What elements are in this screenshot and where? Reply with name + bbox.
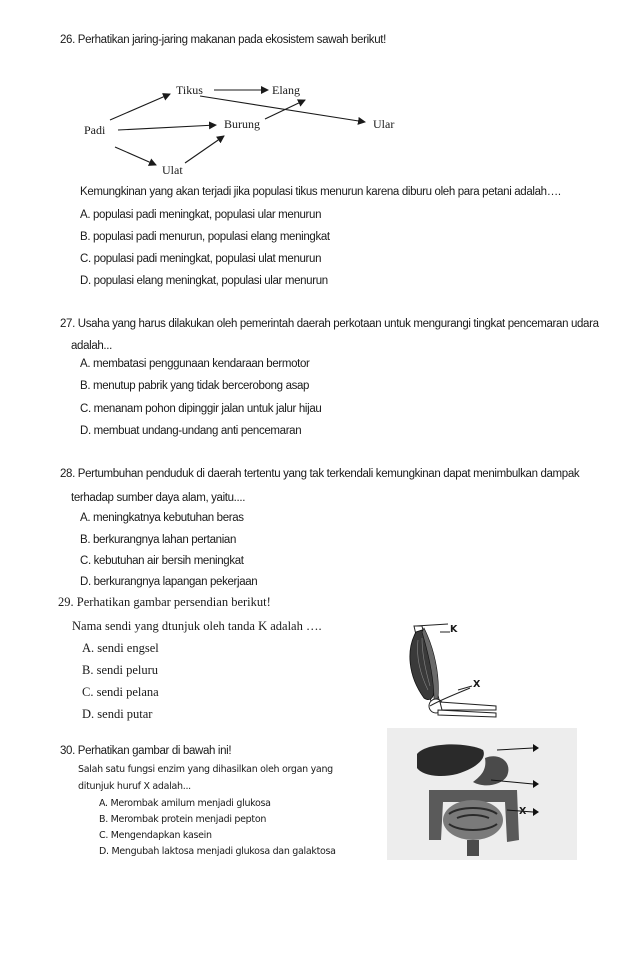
arrow-burung-elang: [265, 100, 305, 119]
q30-option-b[interactable]: B. Merombak protein menjadi pepton: [99, 814, 267, 825]
q30-prompt-cont: ditunjuk huruf X adalah...: [78, 781, 191, 792]
q27-option-a[interactable]: A. membatasi penggunaan kendaraan bermotor: [80, 358, 310, 370]
arrow-padi-tikus: [110, 94, 170, 120]
q29-option-d[interactable]: D. sendi putar: [82, 707, 153, 721]
node-ular: Ular: [373, 117, 395, 131]
q28-option-d[interactable]: D. berkurangnya lapangan pekerjaan: [80, 576, 258, 588]
figure-label-x: X: [473, 679, 481, 690]
arrow-padi-ulat: [115, 147, 156, 165]
q26-prompt: Kemungkinan yang akan terjadi jika populasi tikus menurun karena diburu oleh para petani adalah….: [80, 186, 561, 198]
elbow-joint-figure: [400, 618, 510, 723]
q26-question: 26. Perhatikan jaring-jaring makanan pada ekosistem sawah berikut!: [60, 34, 386, 46]
q30-option-a[interactable]: A. Merombak amilum menjadi glukosa: [99, 798, 271, 809]
node-ulat: Ulat: [162, 163, 183, 177]
q26-option-d[interactable]: D. populasi elang meningkat, populasi ular menurun: [80, 275, 328, 287]
q28-option-c[interactable]: C. kebutuhan air bersih meningkat: [80, 555, 244, 567]
q29-option-a[interactable]: A. sendi engsel: [82, 641, 159, 655]
q29-option-b[interactable]: B. sendi peluru: [82, 663, 159, 677]
q26-option-b[interactable]: B. populasi padi menurun, populasi elang meningkat: [80, 231, 330, 243]
node-padi: Padi: [84, 123, 106, 137]
node-burung: Burung: [224, 117, 260, 131]
digestive-system-figure: [387, 728, 577, 860]
q29-question: 29. Perhatikan gambar persendian berikut!: [58, 595, 271, 609]
q30-option-d[interactable]: D. Mengubah laktosa menjadi glukosa dan galaktosa: [99, 846, 336, 857]
q29-option-c[interactable]: C. sendi pelana: [82, 685, 159, 699]
food-web-arrows: [0, 0, 638, 200]
q26-option-c[interactable]: C. populasi padi meningkat, populasi ulat menurun: [80, 253, 322, 265]
q28-question-cont: terhadap sumber daya alam, yaitu....: [71, 492, 246, 504]
q30-question: 30. Perhatikan gambar di bawah ini!: [60, 745, 232, 757]
arrow-ulat-burung: [185, 136, 224, 163]
node-tikus: Tikus: [176, 83, 203, 97]
q28-option-a[interactable]: A. meningkatnya kebutuhan beras: [80, 512, 244, 524]
q27-option-c[interactable]: C. menanam pohon dipinggir jalan untuk jalur hijau: [80, 403, 322, 415]
q26-option-a[interactable]: A. populasi padi meningkat, populasi ular menurun: [80, 209, 322, 221]
q27-option-b[interactable]: B. menutup pabrik yang tidak bercerobong asap: [80, 380, 310, 392]
figure-label-x: X: [519, 806, 527, 817]
node-elang: Elang: [272, 83, 300, 97]
q30-prompt: Salah satu fungsi enzim yang dihasilkan oleh organ yang: [78, 764, 333, 775]
digestive-system-drawing: [387, 728, 577, 860]
q30-option-c[interactable]: C. Mengendapkan kasein: [99, 830, 212, 841]
q27-question: 27. Usaha yang harus dilakukan oleh pemerintah daerah perkotaan untuk mengurangi tingkat pencemaran udara: [60, 318, 599, 330]
q28-option-b[interactable]: B. berkurangnya lahan pertanian: [80, 534, 237, 546]
arrow-padi-burung: [118, 125, 216, 130]
q27-option-d[interactable]: D. membuat undang-undang anti pencemaran: [80, 425, 302, 437]
q28-question: 28. Pertumbuhan penduduk di daerah tertentu yang tak terkendali kemungkinan dapat menimbulkan dampak: [60, 468, 580, 480]
q29-prompt: Nama sendi yang dtunjuk oleh tanda K adalah ….: [72, 619, 322, 633]
figure-label-k: K: [450, 624, 458, 635]
q27-question-cont: adalah...: [71, 340, 112, 352]
